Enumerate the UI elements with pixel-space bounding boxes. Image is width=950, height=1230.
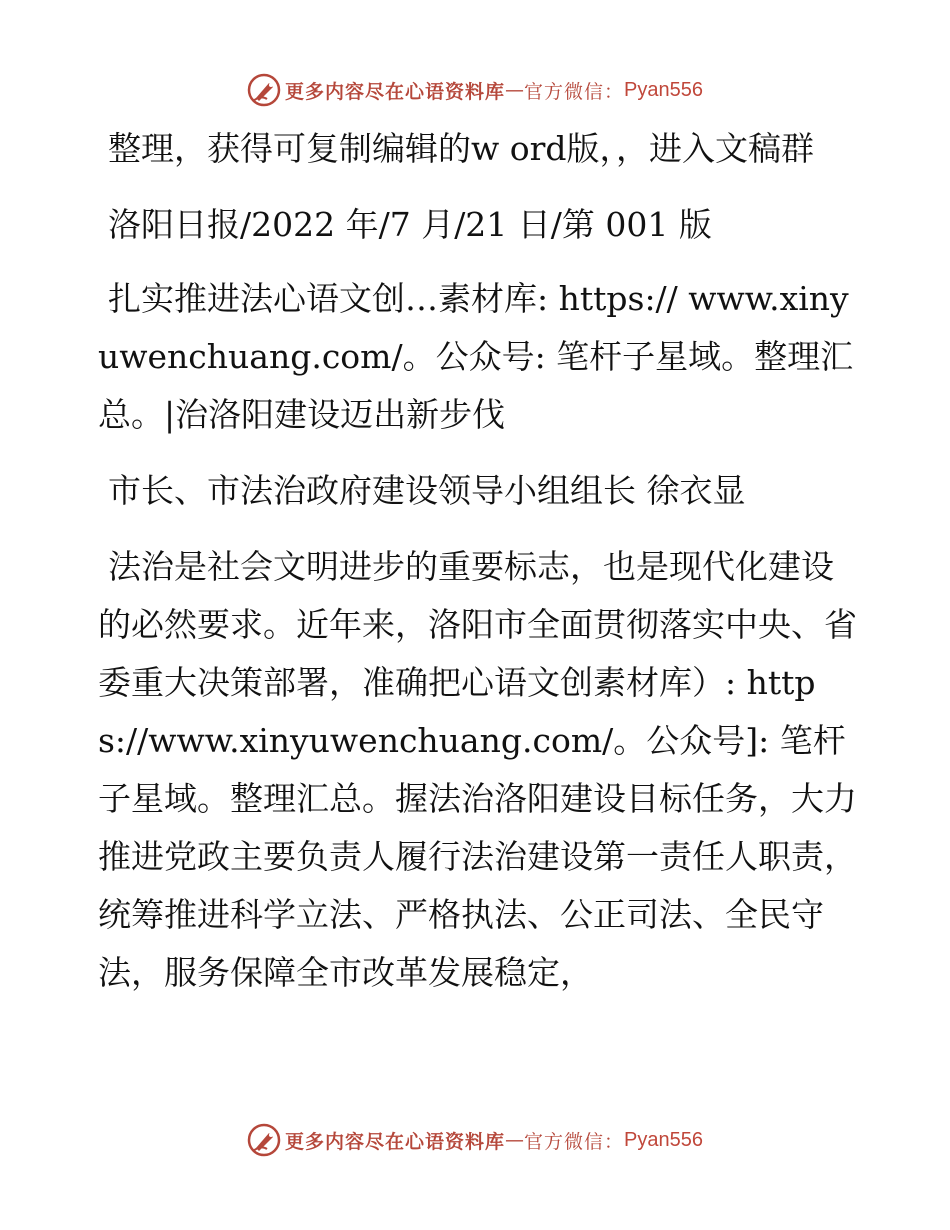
banner-brand-text: 更多内容尽在心语资料库 <box>285 1130 506 1153</box>
footer-banner <box>0 1120 950 1160</box>
pen-nib-logo-icon <box>247 73 281 107</box>
banner-dash: — <box>505 79 525 101</box>
document-body <box>98 120 858 1020</box>
byline: 市长、市法治政府建设领导小组组长 徐衣显 <box>108 471 746 510</box>
banner-wechat-id: Pyan556 <box>624 78 703 101</box>
header-banner <box>0 70 950 110</box>
banner-brand-text: 更多内容尽在心语资料库 <box>285 80 506 103</box>
body-paragraph: 法治是社会文明进步的重要标志，也是现代化建设的必然要求。近年来，洛阳市全面贯彻落实中央、省委重大决策部署，准确把心语文创素材库）: https://www.xinyuwenchuang.com/。公众号]: 笔杆子星域。整理汇总。握法治洛阳建设目标任务，大力推进党政主要负责人履行法治建设第一责任人职责，统筹推进科学立法、严格执法、公正司法、全民守法，服务保障全市改革发展稳定， <box>98 547 857 992</box>
intro-paragraph: 整理，获得可复制编辑的w ord版，，进入文稿群 <box>108 129 815 168</box>
banner-wechat-id: Pyan556 <box>624 1128 703 1151</box>
source-line: 洛阳日报/2022 年/7 月/21 日/第 001 版 <box>108 205 712 244</box>
banner-dash: — <box>505 1129 525 1151</box>
headline-paragraph: 扎实推进法心语文创…素材库: https:// www.xinyuwenchuang.com/。公众号: 笔杆子星域。整理汇总。|治洛阳建设迈出新步伐 <box>98 279 854 434</box>
banner-wechat-label: 官方微信： <box>524 1130 625 1153</box>
pen-nib-logo-icon <box>247 1123 281 1157</box>
banner-wechat-label: 官方微信： <box>524 80 625 103</box>
